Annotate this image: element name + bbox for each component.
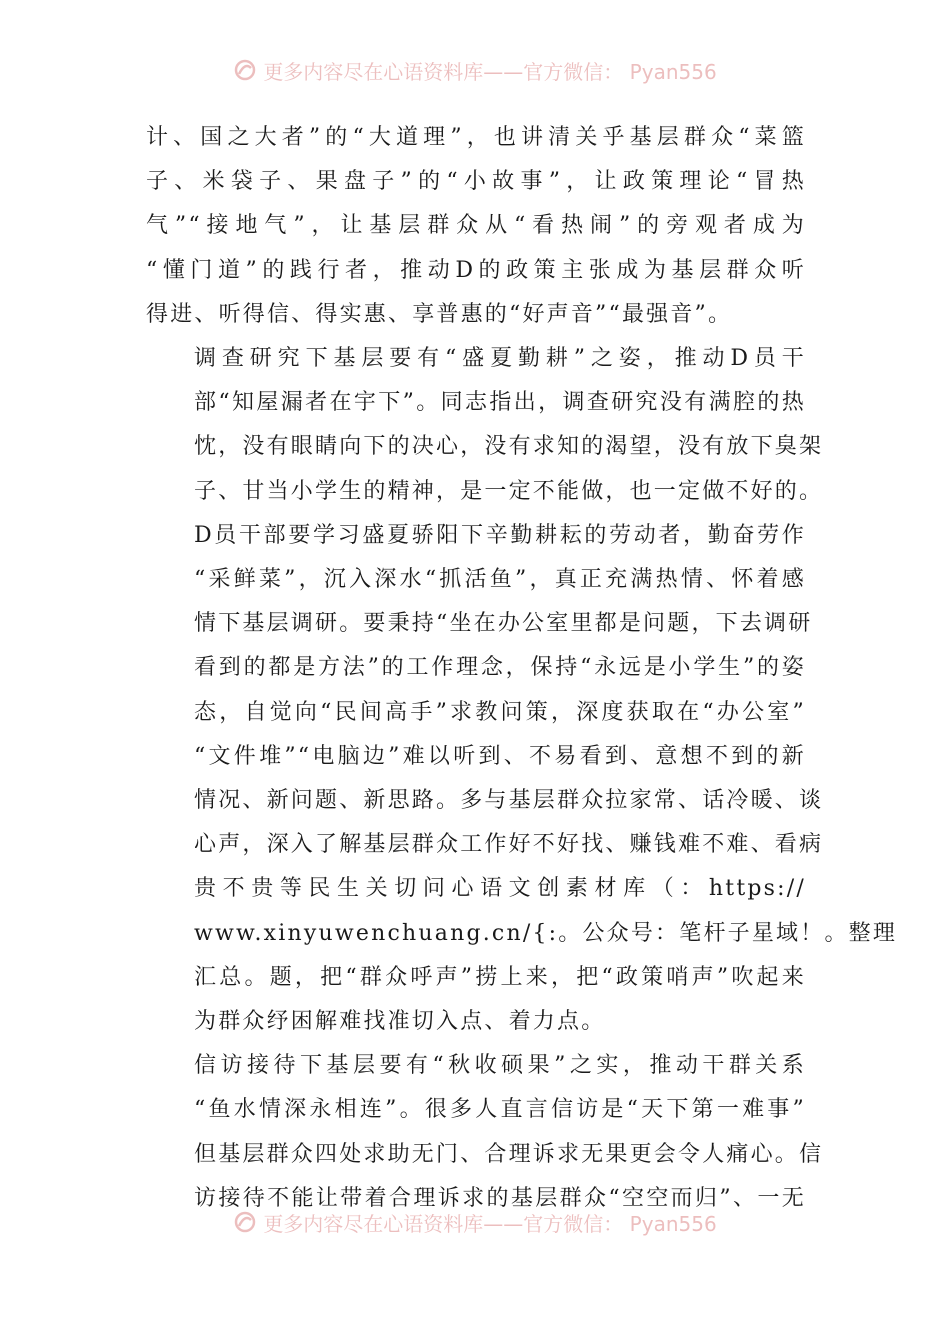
paragraph-1	[146, 116, 806, 337]
text-line: “采鲜菜”，沉入深水“抓活鱼”，真正充满热情、怀着感	[194, 567, 806, 593]
text-line: 忱，没有眼睛向下的决心，没有求知的渴望，没有放下臭架	[194, 434, 824, 460]
text-line: 情况、新问题、新思路。多与基层群众拉家常、话冷暖、谈	[194, 788, 824, 814]
brand-logo-icon	[233, 1210, 257, 1234]
text-line: “懂门道”的践行者，推动D的政策主张成为基层群众听	[146, 257, 806, 283]
text-line: www.xinyuwenchuang.cn/{:。公众号：笔杆子星域！。整理	[194, 920, 898, 946]
text-line: 得进、听得信、得实惠、享普惠的“好声音”“最强音”。	[146, 301, 733, 327]
header-watermark	[0, 55, 950, 85]
watermark-text: 更多内容尽在心语资料库——官方微信： Pyan556	[263, 59, 717, 84]
watermark-text: 更多内容尽在心语资料库——官方微信： Pyan556	[263, 1211, 717, 1236]
text-line: 情下基层调研。要秉持“坐在办公室里都是问题，下去调研	[194, 611, 813, 637]
text-line: 但基层群众四处求助无门、合理诉求无果更会令人痛心。信	[194, 1141, 824, 1167]
text-line: 为群众纾困解难找准切入点、着力点。	[194, 1009, 606, 1035]
text-line: D员干部要学习盛夏骄阳下辛勤耕耘的劳动者，勤奋劳作	[194, 522, 806, 548]
text-line: 贵不贵等民生关切问心语文创素材库（：https://	[194, 876, 806, 902]
text-line: 心声，深入了解基层群众工作好不好找、赚钱难不难、看病	[194, 832, 824, 858]
text-line: 看到的都是方法”的工作理念，保持“永远是小学生”的姿	[194, 655, 806, 681]
text-line: 部“知屋漏者在宇下”。同志指出，调查研究没有满腔的热	[194, 390, 806, 416]
document-body	[146, 116, 898, 1221]
text-line: 计、国之大者”的“大道理”，也讲清关乎基层群众“菜篮	[146, 125, 806, 150]
text-line: 子、甘当小学生的精神，是一定不能做，也一定做不好的。	[194, 478, 824, 504]
brand-logo-icon	[233, 58, 257, 82]
text-line: 信访接待下基层要有“秋收硕果”之实，推动干群关系	[194, 1053, 806, 1079]
text-line: 态，自觉向“民间高手”求教问策，深度获取在“办公室”	[194, 699, 806, 725]
text-line: 汇总。题，把“群众呼声”捞上来，把“政策哨声”吹起来	[194, 964, 806, 990]
paragraph-3	[146, 1044, 824, 1221]
text-line: “文件堆”“电脑边”难以听到、不易看到、意想不到的新	[194, 743, 806, 769]
text-line: “鱼水情深永相连”。很多人直言信访是“天下第一难事”	[194, 1097, 806, 1123]
text-line: 调查研究下基层要有“盛夏勤耕”之姿，推动D员干	[194, 346, 806, 372]
text-line: 访接待不能让带着合理诉求的基层群众“空空而归”、一无	[194, 1185, 806, 1211]
text-line: 子、米袋子、果盘子”的“小故事”，让政策理论“冒热	[146, 169, 806, 195]
footer-watermark	[0, 1207, 950, 1237]
text-line: 气”“接地气”，让基层群众从“看热闹”的旁观者成为	[146, 213, 806, 239]
paragraph-2	[146, 337, 898, 1044]
